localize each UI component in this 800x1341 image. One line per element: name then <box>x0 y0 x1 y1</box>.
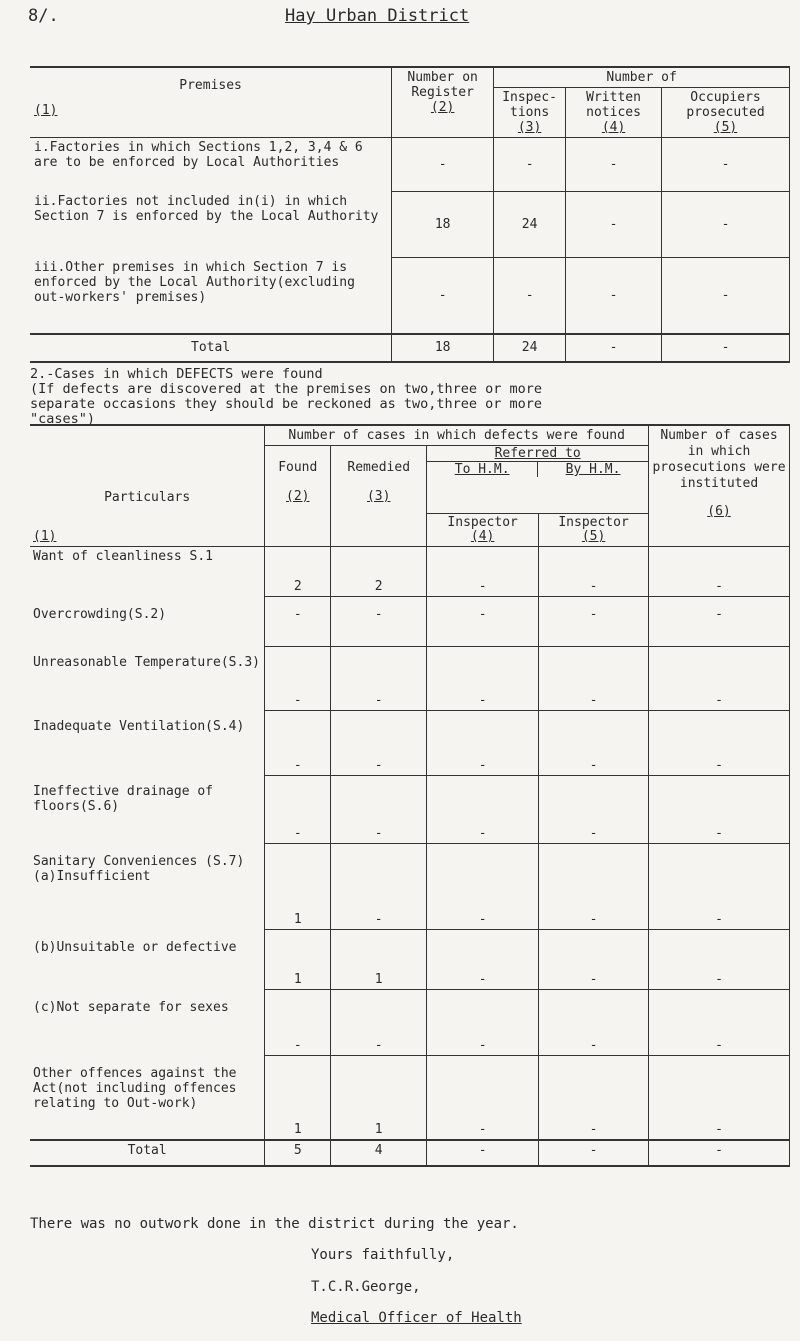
row-label: iii.Other premises in which Section 7 is enforced by the Local Authority(excluding out-workers' premises) <box>30 258 392 334</box>
total-row: Total 18 24 - - <box>30 334 790 362</box>
signatory-name: T.C.R.George, <box>311 1279 421 1295</box>
col-premises-header: Premises (1) <box>30 67 392 138</box>
col-remedied-header: Remedied (3) <box>331 446 427 547</box>
table-row: Unreasonable Temperature(S.3) - - - - - <box>30 647 790 711</box>
table-row: Other offences against the Act(not including offences relating to Out-work) 1 1 - - - <box>30 1056 790 1140</box>
table-row: Inadequate Ventilation(S.4) - - - - - <box>30 711 790 776</box>
row-label: (c)Not separate for sexes <box>30 990 265 1056</box>
col-to-inspector-header: Inspector (4) <box>427 514 539 547</box>
col-prosecutions-header: Number of cases in which prosecutions were instituted (6) <box>649 425 790 547</box>
table-row: Want of cleanliness S.1 2 2 - - - <box>30 547 790 597</box>
closing-line: Yours faithfully, <box>311 1247 455 1263</box>
row-label: Sanitary Conveniences (S.7) (a)Insufficient <box>30 844 265 930</box>
row-label: i.Factories in which Sections 1,2, 3,4 & 6 are to be enforced by Local Authorities <box>30 138 392 192</box>
col-inspections-header: Inspec-tions (3) <box>494 88 566 138</box>
table-row: ii.Factories not included in(i) in which Section 7 is enforced by the Local Authority 18 24 - - <box>30 192 790 258</box>
col-particulars-header: Particulars (1) <box>30 425 265 547</box>
col-register-header: Number on Register (2) <box>392 67 494 138</box>
section-heading: 2.-Cases in which DEFECTS were found <box>30 366 323 382</box>
table-row: i.Factories in which Sections 1,2, 3,4 & 6 are to be enforced by Local Authorities - - - - <box>30 138 790 192</box>
outwork-note: There was no outwork done in the district during the year. <box>30 1216 519 1232</box>
section-2-intro: 2.-Cases in which DEFECTS were found (If defects are discovered at the premises on two,three or more separate occasions they should be reckoned as two,three or more "cases") <box>30 366 543 427</box>
row-label: Other offences against the Act(not including offences relating to Out-work) <box>30 1056 265 1140</box>
premises-table <box>30 66 790 363</box>
col-by-inspector-header: Inspector (5) <box>539 514 649 547</box>
col-cases-found-header: Number of cases in which defects were found <box>265 425 649 446</box>
col-notices-header: Written notices (4) <box>566 88 662 138</box>
table-row: (c)Not separate for sexes - - - - - <box>30 990 790 1056</box>
table-row: iii.Other premises in which Section 7 is enforced by the Local Authority(excluding out-workers' premises) - - - - <box>30 258 790 334</box>
defects-table <box>30 424 790 1167</box>
col-number-of-header: Number of <box>494 67 790 88</box>
signatory-title: Medical Officer of Health <box>311 1310 522 1326</box>
total-row: Total 5 4 - - - <box>30 1140 790 1166</box>
col-occupiers-header: Occupiers prosecuted (5) <box>662 88 790 138</box>
row-label: (b)Unsuitable or defective <box>30 930 265 990</box>
page-number: 8/. <box>28 6 59 26</box>
col-found-header: Found (2) <box>265 446 331 547</box>
table-row: Overcrowding(S.2) - - - - - <box>30 597 790 647</box>
table-row: Sanitary Conveniences (S.7) (a)Insufficient 1 - - - - <box>30 844 790 930</box>
row-label: Ineffective drainage of floors(S.6) <box>30 776 265 844</box>
table-row: (b)Unsuitable or defective 1 1 - - - <box>30 930 790 990</box>
row-label: Want of cleanliness S.1 <box>30 547 265 597</box>
district-title: Hay Urban District <box>285 6 470 26</box>
row-label: ii.Factories not included in(i) in which Section 7 is enforced by the Local Authority <box>30 192 392 258</box>
page-header <box>28 6 470 26</box>
row-label: Unreasonable Temperature(S.3) <box>30 647 265 711</box>
row-label: Overcrowding(S.2) <box>30 597 265 647</box>
row-label: Inadequate Ventilation(S.4) <box>30 711 265 776</box>
col-referred-header: Referred to To H.M. By H.M. <box>427 446 649 514</box>
table-row: Ineffective drainage of floors(S.6) - - - - - <box>30 776 790 844</box>
